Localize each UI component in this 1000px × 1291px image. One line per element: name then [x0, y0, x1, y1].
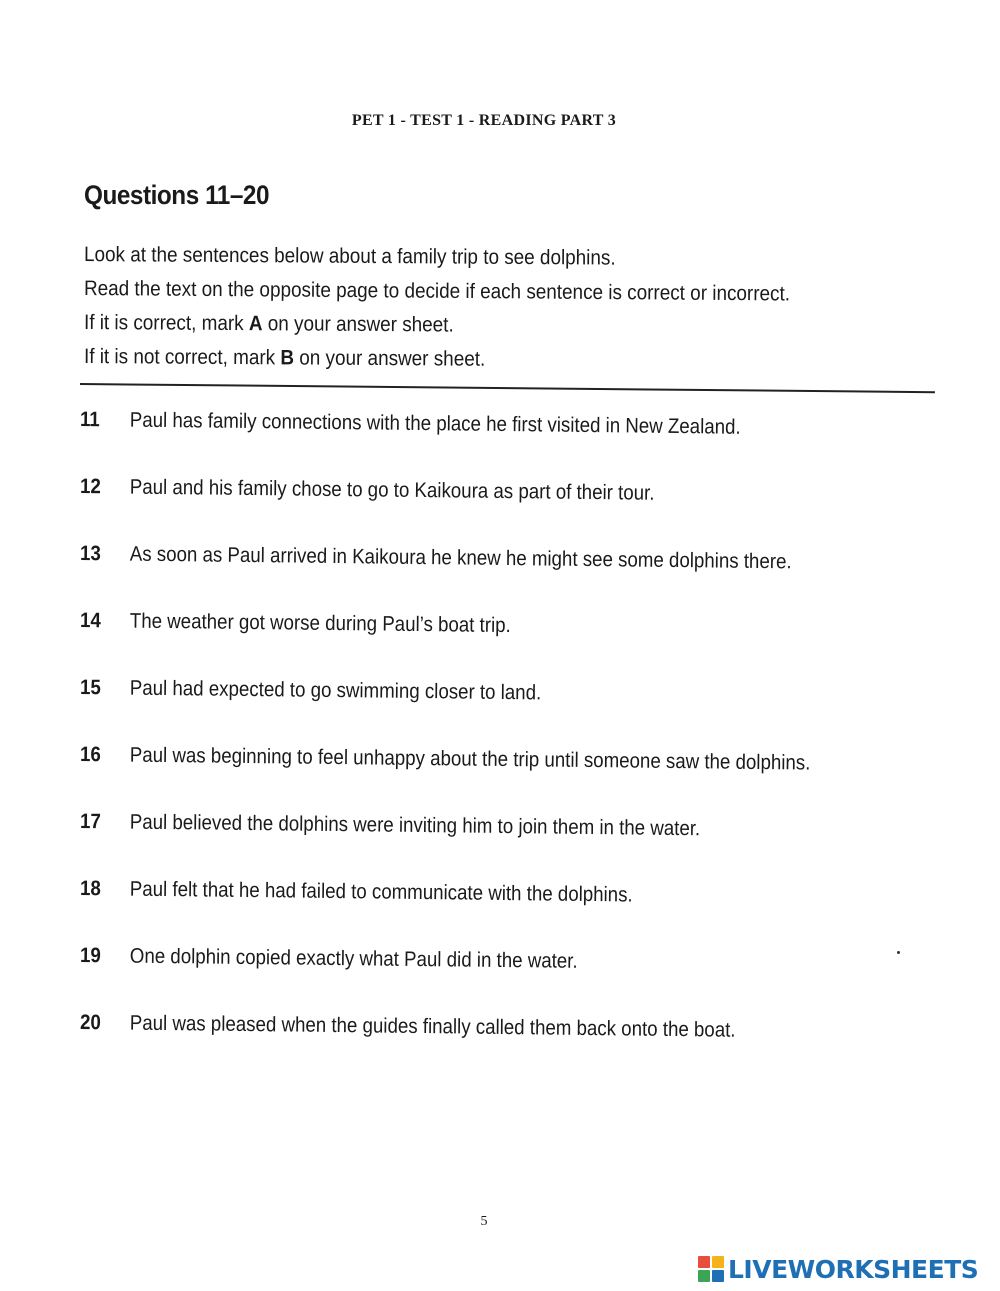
answer-mark-a: A	[248, 312, 263, 336]
question-text: Paul felt that he had failed to communicate with the dolphins.	[129, 877, 633, 907]
question-text: Paul had expected to go swimming closer to land.	[129, 676, 542, 705]
question-number: 13	[79, 542, 101, 566]
question-number: 20	[79, 1011, 101, 1035]
instruction-line-1: Look at the sentences below about a family trip to see dolphins.	[83, 243, 616, 270]
logo-tile	[712, 1256, 724, 1268]
question-text: As soon as Paul arrived in Kaikoura he knew he might see some dolphins there.	[129, 542, 792, 574]
question-item	[80, 609, 511, 638]
section-title: Questions 11–20	[84, 180, 270, 210]
liveworksheets-logo[interactable]	[698, 1254, 978, 1284]
question-text: The weather got worse during Paul’s boat trip.	[129, 609, 511, 638]
logo-tile	[712, 1270, 724, 1282]
question-number: 17	[79, 810, 101, 834]
answer-mark-b: B	[280, 346, 295, 370]
question-number: 11	[79, 408, 100, 432]
page-header-title: PET 1 - TEST 1 - READING PART 3	[351, 112, 617, 129]
question-number: 18	[79, 877, 101, 901]
question-item	[80, 1011, 736, 1043]
page-number: 5	[480, 1214, 488, 1229]
instruction-line-2: Read the text on the opposite page to decide if each sentence is correct or incorrect.	[83, 277, 791, 306]
question-number: 15	[79, 676, 101, 700]
question-text: Paul was pleased when the guides finally called them back onto the boat.	[129, 1011, 736, 1042]
question-item	[80, 810, 700, 841]
instruction-text: If it is correct, mark	[83, 311, 249, 336]
question-text: Paul believed the dolphins were inviting him to join them in the water.	[129, 810, 701, 841]
question-item	[80, 944, 578, 974]
instruction-text: If it is not correct, mark	[83, 345, 281, 370]
question-number: 16	[79, 743, 101, 767]
divider-rule	[80, 383, 935, 393]
instruction-text: on your answer sheet.	[293, 346, 486, 371]
scan-speck	[897, 951, 900, 954]
question-item	[80, 408, 741, 440]
instructions	[84, 238, 894, 374]
instruction-line-3	[84, 306, 894, 345]
question-item	[80, 676, 541, 705]
question-text: Paul has family connections with the place he first visited in New Zealand.	[129, 408, 741, 439]
question-item	[80, 743, 811, 776]
question-number: 19	[79, 944, 101, 968]
question-item	[80, 542, 792, 574]
question-text: Paul and his family chose to go to Kaikoura as part of their tour.	[129, 475, 655, 505]
question-text: Paul was beginning to feel unhappy about the trip until someone saw the dolphins.	[129, 743, 811, 775]
question-item	[80, 877, 633, 908]
question-text: One dolphin copied exactly what Paul did in the water.	[129, 944, 578, 973]
liveworksheets-logo-text: LIVEWORKSHEETS	[728, 1254, 979, 1284]
instruction-line-4	[84, 340, 894, 379]
question-number: 12	[79, 475, 101, 499]
instruction-text: on your answer sheet.	[262, 312, 454, 337]
question-number: 14	[79, 609, 101, 633]
question-item	[80, 475, 655, 506]
logo-tile	[698, 1256, 710, 1268]
liveworksheets-logo-icon	[698, 1256, 724, 1282]
logo-tile	[698, 1270, 710, 1282]
